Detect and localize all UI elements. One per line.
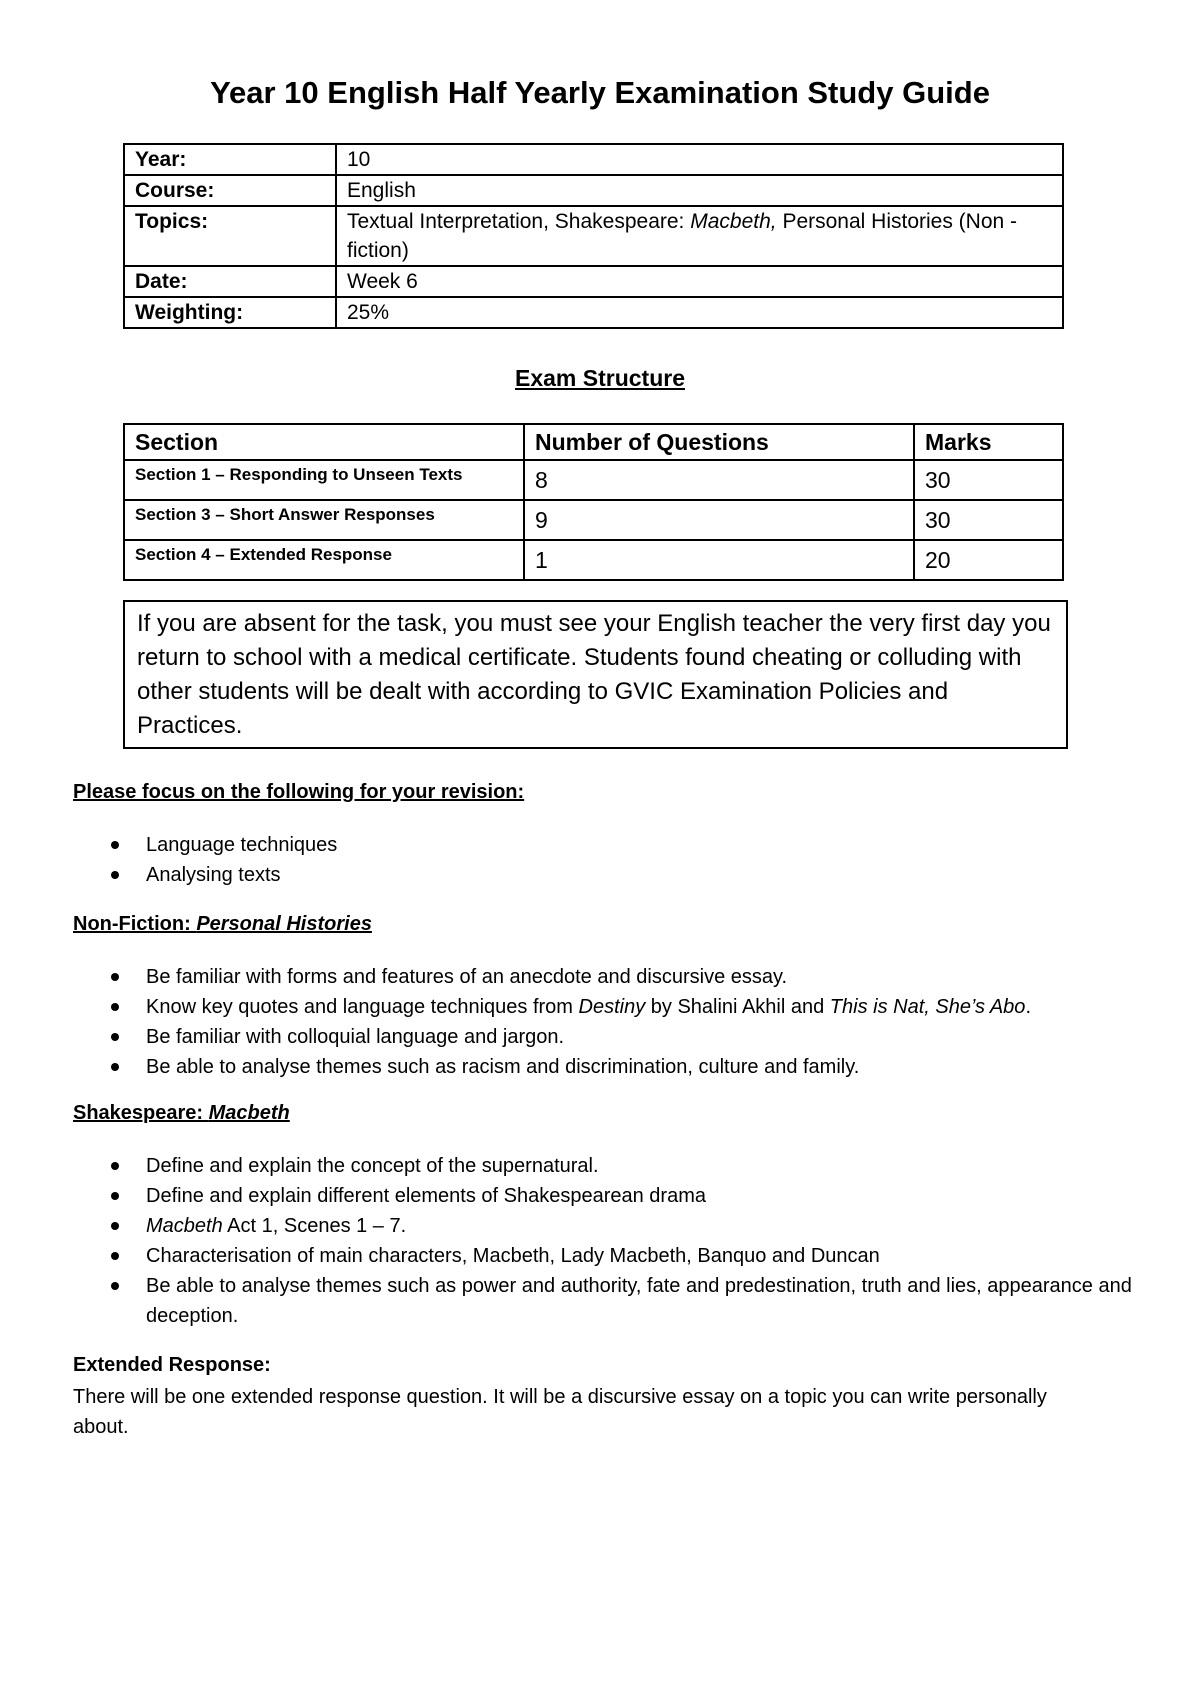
date-label: Date: <box>124 266 336 297</box>
table-row <box>124 206 1063 266</box>
column-header-questions: Number of Questions <box>524 424 914 460</box>
nat-title: This is Nat, She’s Abo <box>829 996 1026 1018</box>
item-text: . <box>1025 996 1031 1018</box>
shakespeare-heading-title: Macbeth <box>208 1102 290 1124</box>
table-row <box>124 540 1063 580</box>
questions-cell: 8 <box>524 460 914 500</box>
exam-structure-heading: Exam Structure <box>514 365 685 391</box>
section-cell: Section 4 – Extended Response <box>124 540 524 580</box>
list-item: Be familiar with colloquial language and jargon. <box>73 1022 1133 1052</box>
table-row <box>124 266 1063 297</box>
list-item: Define and explain the concept of the supernatural. <box>73 1151 1133 1181</box>
column-header-marks: Marks <box>914 424 1063 460</box>
shakespeare-list <box>73 1151 1133 1331</box>
table-row <box>124 297 1063 328</box>
list-item: Analysing texts <box>73 860 1133 890</box>
item-text: by Shalini Akhil and <box>645 996 830 1018</box>
topics-macbeth: Macbeth, <box>690 210 777 233</box>
nonfiction-list <box>73 962 1133 1082</box>
page-title: Year 10 English Half Yearly Examination Study Guide <box>210 75 990 110</box>
nonfiction-heading-title: Personal Histories <box>196 913 372 935</box>
extended-response-heading: Extended Response: <box>73 1354 271 1376</box>
table-row <box>124 460 1063 500</box>
weighting-value: 25% <box>336 297 1063 328</box>
nonfiction-heading <box>73 913 372 936</box>
weighting-label: Weighting: <box>124 297 336 328</box>
list-item: Be familiar with forms and features of an anecdote and discursive essay. <box>73 962 1133 992</box>
list-item: Be able to analyse themes such as power and authority, fate and predestination, truth and lies, appearance and deception. <box>73 1271 1133 1331</box>
topics-text: Textual Interpretation, Shakespeare: <box>347 210 691 233</box>
section-cell: Section 1 – Responding to Unseen Texts <box>124 460 524 500</box>
item-text: Know key quotes and language techniques from <box>146 996 579 1018</box>
macbeth-title: Macbeth <box>146 1215 223 1237</box>
section-cell: Section 3 – Short Answer Responses <box>124 500 524 540</box>
list-item: Define and explain different elements of Shakespearean drama <box>73 1181 1133 1211</box>
list-item: Characterisation of main characters, Macbeth, Lady Macbeth, Banquo and Duncan <box>73 1241 1133 1271</box>
table-row <box>124 500 1063 540</box>
shakespeare-heading-text: Shakespeare: <box>73 1102 209 1124</box>
column-header-section: Section <box>124 424 524 460</box>
date-value: Week 6 <box>336 266 1063 297</box>
exam-structure-table <box>123 423 1064 581</box>
table-header-row <box>124 424 1063 460</box>
absence-notice: If you are absent for the task, you must see your English teacher the very first day you return to school with a medical certificate. Students found cheating or colluding with other students will be dealt with according to GVIC Examination Policies and Practices. <box>123 600 1068 749</box>
item-text: Act 1, Scenes 1 – 7. <box>222 1215 407 1237</box>
list-item <box>73 992 1133 1022</box>
revision-heading: Please focus on the following for your revision: <box>73 781 525 803</box>
course-info-table <box>123 143 1064 329</box>
extended-response-text: There will be one extended response question. It will be a discursive essay on a topic you can write personally about. <box>73 1386 1047 1438</box>
course-value: English <box>336 175 1063 206</box>
table-row <box>124 144 1063 175</box>
shakespeare-heading <box>73 1102 290 1125</box>
year-value: 10 <box>336 144 1063 175</box>
nonfiction-heading-text: Non-Fiction: <box>73 913 197 935</box>
year-label: Year: <box>124 144 336 175</box>
revision-list <box>73 830 1133 890</box>
course-label: Course: <box>124 175 336 206</box>
topics-text-2: Personal Histories (Non -fiction) <box>347 210 1018 262</box>
list-item: Be able to analyse themes such as racism and discrimination, culture and family. <box>73 1052 1133 1082</box>
marks-cell: 30 <box>914 500 1063 540</box>
marks-cell: 30 <box>914 460 1063 500</box>
topics-value <box>336 206 1063 266</box>
list-item <box>73 1211 1133 1241</box>
list-item: Language techniques <box>73 830 1133 860</box>
questions-cell: 9 <box>524 500 914 540</box>
topics-label: Topics: <box>124 206 336 266</box>
table-row <box>124 175 1063 206</box>
questions-cell: 1 <box>524 540 914 580</box>
marks-cell: 20 <box>914 540 1063 580</box>
destiny-title: Destiny <box>578 996 646 1018</box>
